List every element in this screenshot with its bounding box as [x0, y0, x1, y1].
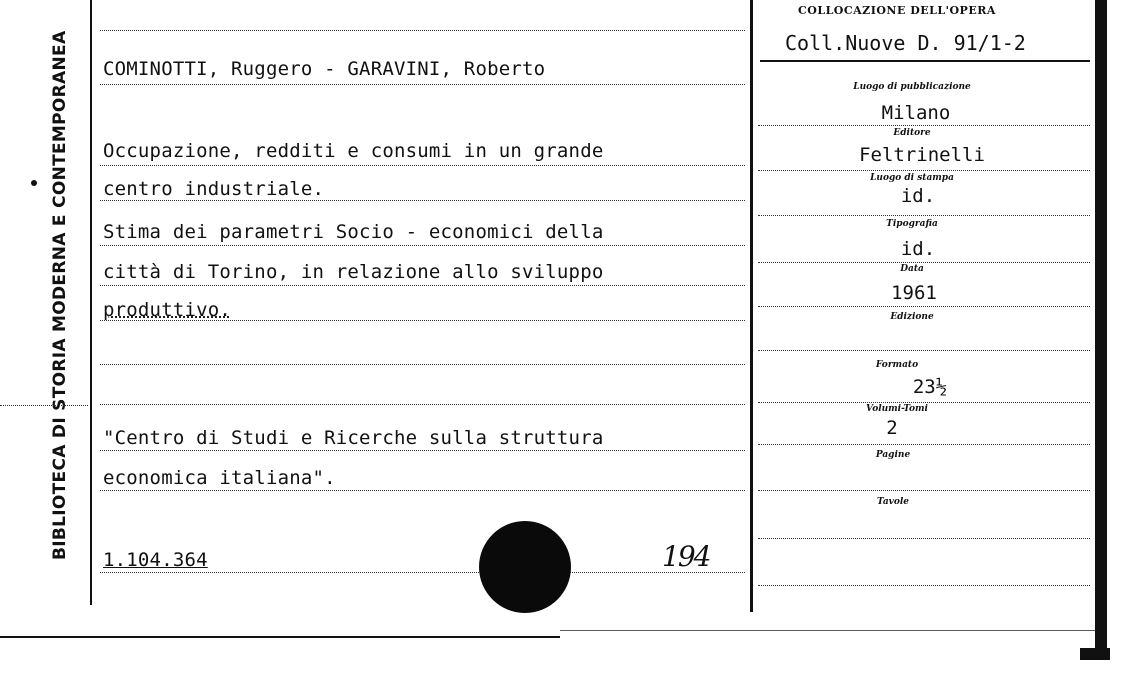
rule	[100, 364, 745, 365]
field-value: 23½	[912, 376, 948, 398]
punch-hole	[479, 521, 571, 613]
rule	[100, 200, 745, 201]
rule	[100, 30, 745, 31]
bottom-rule-right	[560, 630, 1100, 631]
field-label: Luogo di stampa	[870, 173, 954, 183]
title-line: città di Torino, in relazione allo sviluppo	[103, 261, 604, 283]
field-label: Edizione	[890, 312, 934, 322]
rule	[100, 84, 745, 85]
left-margin-rule	[90, 0, 92, 605]
rule	[100, 490, 745, 491]
right-edge-rule	[1095, 0, 1107, 655]
title-line: Occupazione, redditi e consumi in un grande	[103, 140, 604, 162]
field-value: id.	[900, 185, 936, 207]
rule	[100, 245, 745, 246]
rule	[100, 572, 745, 573]
rule	[100, 285, 745, 286]
panel-rule	[758, 490, 1090, 491]
panel-rule	[758, 585, 1090, 586]
handwritten-note: 194	[662, 540, 710, 573]
panel-rule	[758, 215, 1090, 216]
left-tick	[0, 405, 88, 406]
panel-rule	[758, 444, 1090, 445]
field-label: Formato	[875, 360, 919, 370]
panel-divider-rule	[750, 0, 753, 612]
title-line: centro industriale.	[103, 178, 325, 200]
rule	[100, 404, 745, 405]
field-label: Tipografia	[886, 219, 938, 229]
rule	[100, 165, 745, 166]
title-line: Stima dei parametri Socio - economici della	[103, 221, 604, 243]
stamp-dot	[31, 180, 37, 186]
field-label: Pagine	[875, 450, 911, 460]
field-label: Data	[900, 264, 924, 274]
panel-rule	[758, 538, 1090, 539]
rule	[100, 450, 745, 451]
panel-rule	[758, 350, 1090, 351]
panel-rule	[758, 125, 1090, 126]
field-value: id.	[900, 238, 936, 260]
library-stamp: BIBLIOTECA DI STORIA MODERNA E CONTEMPORANEA	[50, 30, 70, 560]
panel-rule	[758, 306, 1090, 307]
field-value: 1961	[891, 282, 937, 304]
inventory-number: 1.104.364	[103, 549, 208, 571]
panel-rule	[760, 60, 1090, 62]
field-label: Tavole	[876, 497, 910, 507]
title-line: produttivo.	[103, 299, 232, 321]
authors: COMINOTTI, Ruggero - GARAVINI, Roberto	[103, 58, 546, 80]
panel-rule	[758, 262, 1090, 263]
series-line: economica italiana".	[103, 467, 336, 489]
field-label: Editore	[893, 128, 931, 138]
series-line: "Centro di Studi e Ricerche sulla struttura	[103, 427, 604, 449]
field-value: Feltrinelli	[859, 144, 985, 166]
right-edge-tab	[1080, 648, 1110, 660]
field-value: Milano	[881, 102, 951, 124]
field-label: Luogo di pubblicazione	[853, 82, 971, 92]
panel-header: COLLOCAZIONE DELL'OPERA	[798, 4, 996, 17]
field-label: Volumi-Tomi	[866, 404, 928, 414]
field-value: 2	[886, 417, 898, 439]
panel-rule	[758, 170, 1090, 171]
collocation-value: Coll.Nuove D. 91/1-2	[785, 31, 1026, 55]
panel-rule	[758, 402, 1090, 403]
bottom-rule	[0, 636, 560, 638]
